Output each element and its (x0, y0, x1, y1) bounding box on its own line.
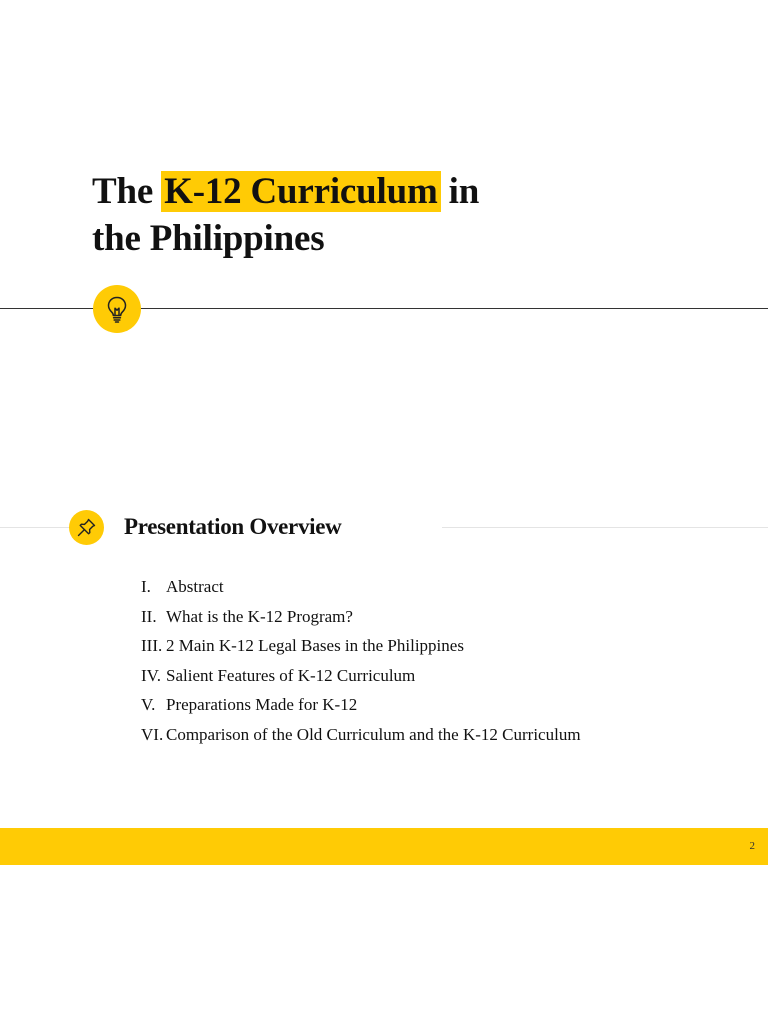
lightbulb-icon (104, 295, 130, 323)
list-item (141, 575, 581, 598)
overview-divider-left (0, 527, 70, 528)
pushpin-icon (76, 517, 97, 538)
list-item (141, 634, 581, 657)
list-item (141, 693, 581, 716)
list-item-number: II. (141, 606, 157, 626)
lightbulb-badge (93, 285, 141, 333)
list-item-text: Abstract (166, 577, 224, 596)
title-highlight: K-12 Curriculum (161, 171, 440, 212)
overview-heading: Presentation Overview (124, 514, 342, 539)
list-item (141, 664, 581, 687)
slide-title (92, 168, 479, 262)
pushpin-badge (69, 510, 104, 545)
title-prefix: The (92, 171, 154, 212)
list-item-number: III. (141, 636, 163, 655)
title-suffix: in (448, 171, 480, 212)
footer-band (0, 828, 768, 865)
overview-list (141, 575, 581, 752)
list-item-number: IV. (141, 665, 161, 685)
page-number: 2 (749, 840, 755, 852)
list-item-text: What is the K-12 Program? (166, 606, 353, 626)
overview-divider-right (442, 527, 768, 528)
list-item-number: V. (141, 695, 156, 714)
list-item-text: Preparations Made for K-12 (166, 695, 358, 714)
list-item-number: I. (141, 577, 151, 596)
list-item-text: 2 Main K-12 Legal Bases in the Philippines (166, 636, 464, 655)
title-line-2: the Philippines (92, 218, 325, 259)
list-item-number: VI. (141, 724, 164, 744)
list-item (141, 605, 581, 628)
list-item-text: Comparison of the Old Curriculum and the K-12 Curriculum (166, 724, 581, 744)
list-item (141, 723, 581, 746)
list-item-text: Salient Features of K-12 Curriculum (166, 665, 416, 685)
